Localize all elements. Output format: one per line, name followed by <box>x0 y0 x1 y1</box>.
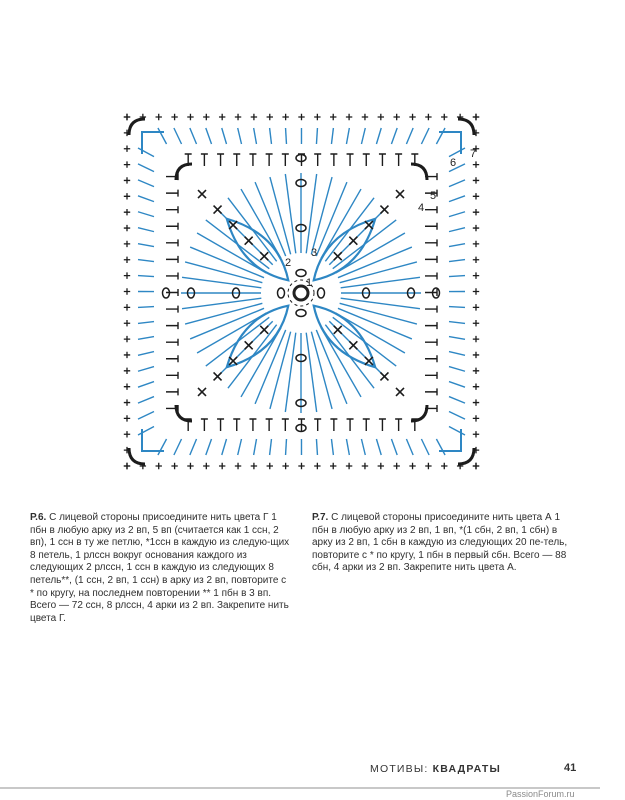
stitch-dc-blue <box>238 128 242 144</box>
stitch-dc-black <box>166 239 178 246</box>
stitch-dc-blue <box>449 180 465 187</box>
stitch-dc-blue <box>346 128 349 144</box>
stitch-dc-black <box>166 256 178 263</box>
stitch-cross <box>365 221 373 229</box>
stitch-sc <box>282 463 288 469</box>
corner-blue <box>142 429 164 451</box>
stitch-dc-black <box>166 206 178 213</box>
stitch-sc <box>473 431 479 437</box>
stitch-cross <box>198 388 206 396</box>
stitch-sc <box>473 272 479 278</box>
stitch-cross <box>245 341 253 349</box>
stitch-dc-blue <box>449 427 465 436</box>
stitch-dc-blue <box>190 128 197 144</box>
stitch-dc-blue <box>158 128 167 144</box>
stitch-cross <box>334 326 342 334</box>
stitch-sc <box>267 114 273 120</box>
stitch-dc-blue <box>158 439 167 455</box>
round-6-label: Р.6. <box>30 512 47 523</box>
stitch-cross <box>245 237 253 245</box>
stitch-dc-blue <box>238 439 242 455</box>
stitch-sc <box>124 257 130 263</box>
stitch-dc-black <box>166 272 178 279</box>
stitch-dc-blue <box>138 412 154 420</box>
stitch-sc <box>235 114 241 120</box>
chain-loop <box>296 270 306 277</box>
chain-loop <box>278 288 285 298</box>
stitch-sc <box>473 399 479 405</box>
stitch-cross <box>260 252 268 260</box>
footer-subsection: КВАДРАТЫ <box>432 763 501 775</box>
round-number-4: 4 <box>418 202 425 214</box>
stitch-sc <box>330 463 336 469</box>
stitch-dc-blue <box>449 244 465 247</box>
stitch-dc-blue <box>138 164 154 172</box>
stitch-cross <box>214 206 222 214</box>
stitch-sc <box>362 463 368 469</box>
stitch-dc-blue <box>449 307 465 308</box>
stitch-sc <box>124 336 130 342</box>
stitch-sc <box>473 336 479 342</box>
stitch-sc <box>124 193 130 199</box>
stitch-sc <box>473 304 479 310</box>
stitch-dc-black <box>298 154 305 166</box>
stitch-dc-black <box>363 154 370 166</box>
round-number-1: 1 <box>306 277 313 289</box>
stitch-dc-blue <box>138 307 154 308</box>
stitch-dc-black <box>201 419 208 431</box>
stitch-sc <box>473 415 479 421</box>
stitch-dc-black <box>347 154 354 166</box>
round-6-text: С лицевой стороны присоедините нить цвета Г 1 пбн в любую арку из 2 вп, 5 вп (считается как 1 ссн, 2 вп), 1 ссн в ту же петлю, *1ссн в каждую из следую-щих 8 петель, 1 рлссн вокруг основания каждого из следующих 2 рлссн, 1 ссн в каждую из следующих 8 петель**, (1 ссн, 2 вп, 1 ссн) в арку из 2 вп, повторите с * по кругу, на последнем повторении ** 1 пбн в 3 вп. Всего — 72 ссн, 8 рлссн, 4 арки из 2 вп. Закрепите нить цвета Г. <box>30 512 290 624</box>
stitch-dc-blue <box>346 439 349 455</box>
stitch-dc-blue <box>206 128 212 144</box>
stitch-cross <box>396 190 404 198</box>
stitch-sc <box>124 304 130 310</box>
stitch-sc <box>124 431 130 437</box>
stitch-dc-black <box>425 206 437 213</box>
stitch-dc-blue <box>449 397 465 404</box>
stitch-dc-black <box>166 190 178 197</box>
corner-blue <box>142 132 164 154</box>
stitch-sc <box>362 114 368 120</box>
stitch-sc <box>473 257 479 263</box>
round-number-3: 3 <box>311 247 318 259</box>
stitch-sc <box>203 463 209 469</box>
stitch-sc <box>124 352 130 358</box>
stitch-dc-blue <box>449 322 465 324</box>
round-number-2: 2 <box>285 257 292 269</box>
stitch-sc <box>171 114 177 120</box>
stitch-cross <box>334 252 342 260</box>
stitch-dc-black <box>330 419 337 431</box>
stitch-sc <box>346 114 352 120</box>
stitch-dc-blue <box>174 128 182 144</box>
stitch-sc <box>473 114 479 120</box>
stitch-dc-blue <box>138 367 154 372</box>
stitch-dc-black <box>266 154 273 166</box>
round-7-label: Р.7. <box>312 512 329 523</box>
stitch-dc-blue <box>270 128 272 144</box>
round-number-5: 5 <box>430 190 437 202</box>
stitch-sc <box>251 114 257 120</box>
stitch-sc <box>267 463 273 469</box>
stitch-sc <box>187 114 193 120</box>
stitch-dc-black <box>425 223 437 230</box>
stitch-dc-black <box>425 388 437 395</box>
stitch-dc-blue <box>316 128 317 144</box>
stitch-dc-blue <box>138 427 154 436</box>
stitch-sc <box>124 146 130 152</box>
round-7-text: С лицевой стороны присоедините нить цвета А 1 пбн в любую арку из 2 вп, 1 вп, *(1 сбн, 2 вп, 1 сбн) в арку из 2 вп, 1 сбн в каждую из следующих 20 пе-тель, повторите с * по кругу, 1 пбн в первый сбн. Всего — 88 сбн, 4 арки из 2 вп. Закрепите нить цвета А. <box>312 512 568 574</box>
stitch-dc-black <box>314 154 321 166</box>
stitch-sc <box>346 463 352 469</box>
chain-loop <box>318 288 325 298</box>
stitch-dc-black <box>425 289 437 296</box>
stitch-dc-blue <box>254 439 257 455</box>
stitch-dc-blue <box>138 244 154 247</box>
stitch-dc-black <box>249 154 256 166</box>
stitch-cross <box>260 326 268 334</box>
stitch-sc <box>251 463 257 469</box>
stitch-cross <box>380 372 388 380</box>
stitch-dc-blue <box>174 439 182 455</box>
stitch-dc-blue <box>449 260 465 262</box>
stitch-dc-blue <box>138 352 154 356</box>
stitch-dc-black <box>379 154 386 166</box>
stitch-sc <box>124 114 130 120</box>
stitch-sc <box>378 114 384 120</box>
stitch-sc <box>124 463 130 469</box>
stitch-dc-blue <box>421 439 429 455</box>
stitch-sc <box>171 463 177 469</box>
stitch-sc <box>124 177 130 183</box>
stitch-cross <box>396 388 404 396</box>
stitch-sc <box>473 161 479 167</box>
stitch-sc <box>473 463 479 469</box>
stitch-dc-blue <box>138 148 154 157</box>
stitch-dc-black <box>166 223 178 230</box>
stitch-dc-black <box>425 306 437 313</box>
stitch-sc <box>124 241 130 247</box>
stitch-dc-black <box>363 419 370 431</box>
stitch-sc <box>156 114 162 120</box>
stitch-dc-blue <box>449 212 465 217</box>
stitch-dc-black <box>425 239 437 246</box>
stitch-dc-black <box>282 154 289 166</box>
stitch-dc-blue <box>449 412 465 420</box>
stitch-sc <box>124 225 130 231</box>
stitch-dc-blue <box>449 196 465 202</box>
stitch-sc <box>473 241 479 247</box>
stitch-dc-black <box>425 256 437 263</box>
stitch-sc <box>124 161 130 167</box>
stitch-dc-black <box>266 419 273 431</box>
stitch-cross <box>198 190 206 198</box>
stitch-sc <box>156 463 162 469</box>
stitch-sc <box>124 415 130 421</box>
stitch-sc <box>298 114 304 120</box>
stitch-sc <box>473 225 479 231</box>
stitch-dc-blue <box>138 260 154 262</box>
stitch-dc-blue <box>222 439 227 455</box>
chain-loop <box>296 310 306 317</box>
stitch-sc <box>124 209 130 215</box>
stitch-dc-blue <box>286 439 287 455</box>
stitch-dc-blue <box>138 397 154 404</box>
stitch-dc-black <box>166 306 178 313</box>
stitch-cross <box>229 357 237 365</box>
stitch-sc <box>473 352 479 358</box>
stitch-dc-blue <box>406 439 413 455</box>
corner-blue <box>439 429 461 451</box>
stitch-dc-blue <box>361 128 365 144</box>
chart-symbols <box>124 114 479 469</box>
stitch-sc <box>441 463 447 469</box>
stitch-dc-blue <box>449 148 465 157</box>
page-number: 41 <box>564 762 577 774</box>
stitch-dc-black <box>379 419 386 431</box>
stitch-sc <box>473 193 479 199</box>
stitch-dc-black <box>166 322 178 329</box>
stitch-dc-blue <box>406 128 413 144</box>
stitch-dc-blue <box>190 439 197 455</box>
stitch-dc-blue <box>449 228 465 232</box>
stitch-dc-black <box>201 154 208 166</box>
stitch-dc-blue <box>316 439 317 455</box>
stitch-dc-black <box>330 154 337 166</box>
stitch-dc-black <box>166 372 178 379</box>
stitch-dc-blue <box>376 128 381 144</box>
stitch-dc-black <box>233 419 240 431</box>
stitch-dc-black <box>425 339 437 346</box>
stitch-cross <box>365 357 373 365</box>
stitch-dc-black <box>217 154 224 166</box>
instruction-round-7 <box>312 512 577 575</box>
stitch-dc-blue <box>206 439 212 455</box>
stitch-dc-blue <box>331 128 333 144</box>
stitch-dc-blue <box>138 180 154 187</box>
stitch-dc-blue <box>138 382 154 388</box>
stitch-dc-blue <box>361 439 365 455</box>
stitch-sc <box>393 114 399 120</box>
stitch-sc <box>393 463 399 469</box>
stitch-sc <box>473 288 479 294</box>
stitch-sc <box>124 320 130 326</box>
stitch-cross <box>349 341 357 349</box>
instruction-round-6 <box>30 512 290 625</box>
stitch-dc-black <box>395 154 402 166</box>
stitch-dc-black <box>166 289 178 296</box>
stitch-dc-black <box>347 419 354 431</box>
stitch-sc <box>124 368 130 374</box>
stitch-dc-blue <box>391 439 397 455</box>
stitch-dc-blue <box>286 128 287 144</box>
stitch-dc-blue <box>254 128 257 144</box>
stitch-dc-black <box>395 419 402 431</box>
stitch-sc <box>124 288 130 294</box>
corner-blue <box>439 132 461 154</box>
stitch-cross <box>349 237 357 245</box>
running-footer <box>370 763 501 775</box>
stitch-sc <box>124 399 130 405</box>
stitch-sc <box>235 463 241 469</box>
stitch-sc <box>282 114 288 120</box>
stitch-dc-black <box>425 372 437 379</box>
corner-chain-arc <box>411 164 427 180</box>
stitch-sc <box>378 463 384 469</box>
stitch-dc-black <box>217 419 224 431</box>
stitch-dc-black <box>425 272 437 279</box>
stitch-cross <box>380 206 388 214</box>
stitch-dc-black <box>249 419 256 431</box>
stitch-dc-blue <box>449 352 465 356</box>
stitch-dc-blue <box>376 439 381 455</box>
stitch-dc-blue <box>138 322 154 324</box>
round-number-6: 6 <box>450 157 457 169</box>
stitch-dc-blue <box>138 196 154 202</box>
stitch-dc-blue <box>436 439 445 455</box>
stitch-dc-black <box>314 419 321 431</box>
stitch-sc <box>425 463 431 469</box>
stitch-sc <box>473 383 479 389</box>
stitch-dc-blue <box>138 337 154 340</box>
stitch-sc <box>314 114 320 120</box>
stitch-dc-black <box>233 154 240 166</box>
stitch-sc <box>425 114 431 120</box>
stitch-cross <box>214 372 222 380</box>
stitch-dc-blue <box>421 128 429 144</box>
stitch-dc-black <box>282 419 289 431</box>
stitch-dc-blue <box>436 128 445 144</box>
stitch-sc <box>219 463 225 469</box>
stitch-sc <box>203 114 209 120</box>
stitch-sc <box>330 114 336 120</box>
round-number-7: 7 <box>470 148 477 160</box>
stitch-dc-blue <box>331 439 333 455</box>
stitch-sc <box>187 463 193 469</box>
stitch-dc-blue <box>138 276 154 277</box>
stitch-sc <box>124 272 130 278</box>
stitch-cross <box>229 221 237 229</box>
stitch-sc <box>473 368 479 374</box>
stitch-dc-black <box>166 388 178 395</box>
stitch-sc <box>473 209 479 215</box>
stitch-sc <box>219 114 225 120</box>
stitch-dc-blue <box>449 367 465 372</box>
stitch-dc-blue <box>270 439 272 455</box>
stitch-dc-blue <box>449 382 465 388</box>
stitch-sc <box>314 463 320 469</box>
stitch-sc <box>441 114 447 120</box>
stitch-dc-blue <box>449 276 465 277</box>
stitch-sc <box>298 463 304 469</box>
stitch-dc-black <box>166 355 178 362</box>
stitch-dc-blue <box>222 128 227 144</box>
stitch-sc <box>409 463 415 469</box>
stitch-dc-blue <box>391 128 397 144</box>
stitch-sc <box>124 383 130 389</box>
stitch-dc-black <box>166 339 178 346</box>
crochet-chart <box>110 100 510 485</box>
stitch-dc-blue <box>138 212 154 217</box>
footer-section: МОТИВЫ: <box>370 763 429 775</box>
stitch-dc-blue <box>138 228 154 232</box>
watermark: PassionForum.ru <box>506 789 575 799</box>
stitch-sc <box>473 320 479 326</box>
stitch-dc-black <box>425 355 437 362</box>
stitch-dc-blue <box>449 337 465 340</box>
stitch-sc <box>409 114 415 120</box>
stitch-dc-black <box>425 322 437 329</box>
stitch-sc <box>473 177 479 183</box>
